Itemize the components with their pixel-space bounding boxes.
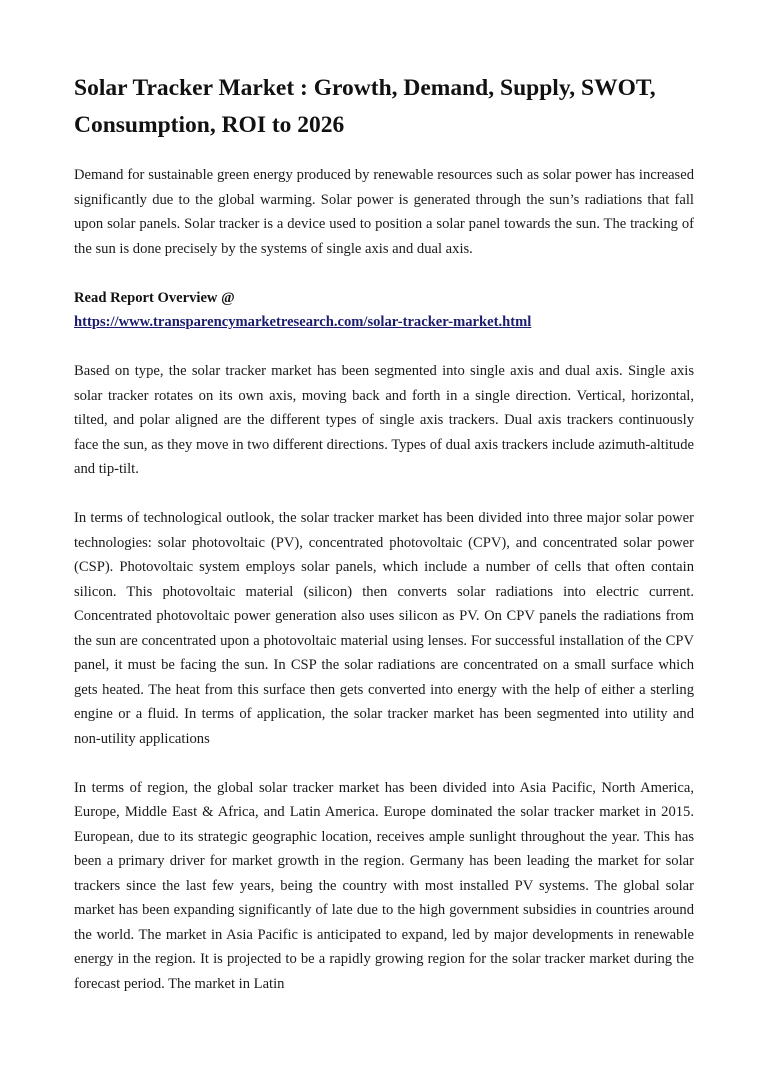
report-overview-link[interactable]: https://www.transparencymarketresearch.com/solar-tracker-market.html	[74, 314, 532, 330]
report-overview-label: Read Report Overview @	[74, 289, 235, 306]
document-title: Solar Tracker Market : Growth, Demand, Supply, SWOT, Consumption, ROI to 2026	[74, 75, 656, 138]
report-overview	[74, 286, 694, 335]
intro-paragraph: Demand for sustainable green energy produced by renewable resources such as solar power has increased significantly due to the global warming. Solar power is generated through the sun’s radiations that fall upon solar panels. Solar tracker is a device used to position a solar panel towards the sun. The tracking of the sun is done precisely by the systems of single axis and dual axis.	[74, 167, 694, 257]
document-page	[74, 70, 694, 1021]
type-segmentation-paragraph: Based on type, the solar tracker market has been segmented into single axis and dual axis. Single axis solar tracker rotates on its own axis, moving back and forth in a single direction. Vertical, horizontal, tilted, and polar aligned are the different types of single axis trackers. Dual axis trackers continuously face the sun, as they move in two different directions. Types of dual axis trackers include azimuth-altitude and tip-tilt.	[74, 363, 694, 477]
region-paragraph: In terms of region, the global solar tracker market has been divided into Asia Pacific, North America, Europe, Middle East & Africa, and Latin America. Europe dominated the solar tracker market in 2015. European, due to its strategic geographic location, receives ample sunlight throughout the year. This has been a primary driver for market growth in the region. Germany has been leading the market for solar trackers since the last few years, being the country with most installed PV systems. The global solar market has been expanding significantly of late due to the high government subsidies in countries around the world. The market in Asia Pacific is anticipated to expand, led by major developments in renewable energy in the region. It is projected to be a rapidly growing region for the solar tracker market during the forecast period. The market in Latin	[74, 779, 694, 992]
technology-paragraph: In terms of technological outlook, the solar tracker market has been divided into three major solar power technologies: solar photovoltaic (PV), concentrated photovoltaic (CPV), and concentrated solar power (CSP). Photovoltaic system employs solar panels, which include a number of cells that often contain silicon. This photovoltaic material (silicon) then converts solar radiations into electric current. Concentrated photovoltaic power generation also uses silicon as PV. On CPV panels the radiations from the sun are concentrated upon a photovoltaic material using lenses. For successful installation of the CPV panel, it must be facing the sun. In CSP the solar radiations are concentrated on a small surface which gets heated. The heat from this surface then gets converted into energy with the help of either a sterling engine or a fluid. In terms of application, the solar tracker market has been segmented into utility and non-utility applications	[74, 510, 694, 747]
